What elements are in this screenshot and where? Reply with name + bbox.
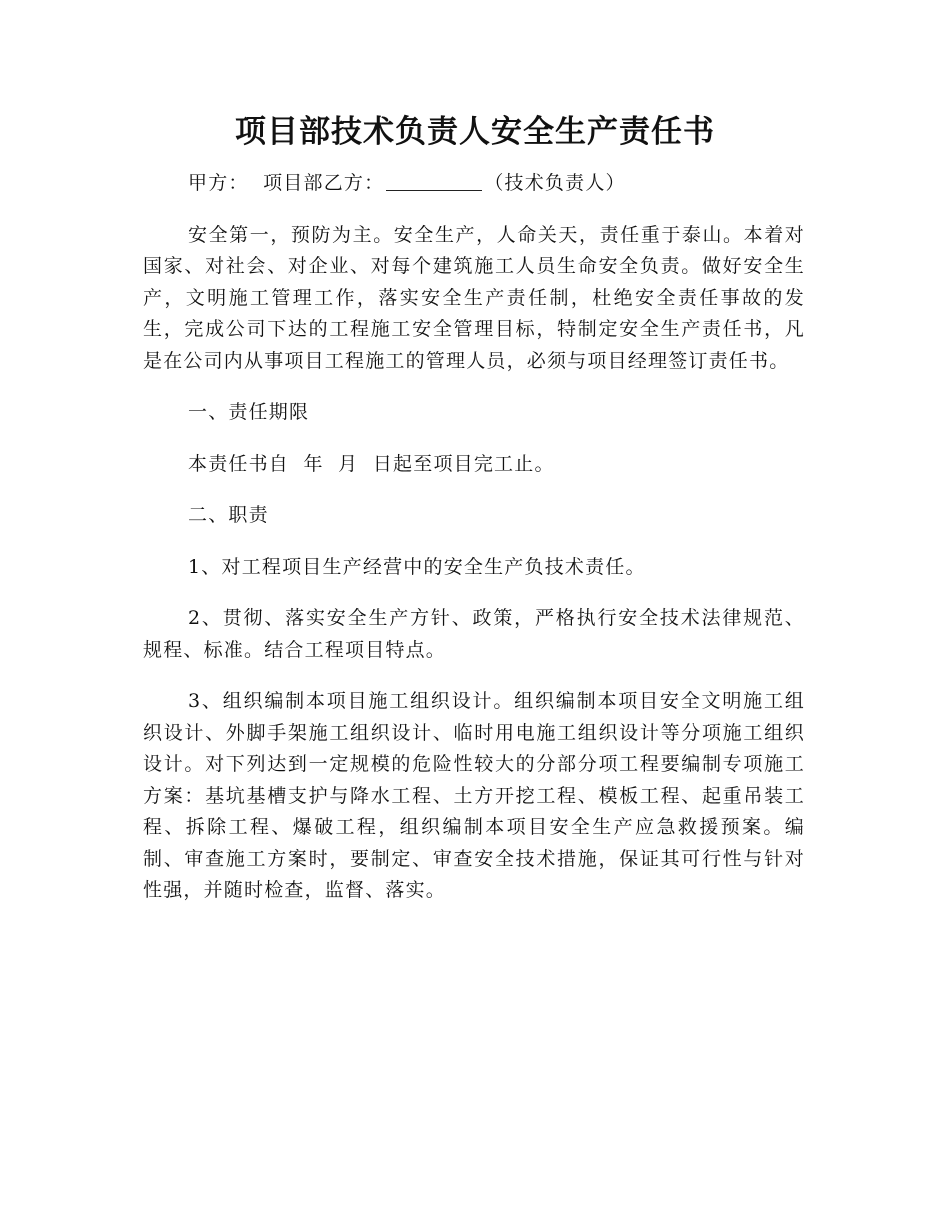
party-a-value: 项目部 <box>263 172 324 194</box>
party-b-blank <box>386 172 482 191</box>
term-paragraph: 本责任书自 年 月 日起至项目完工止。 <box>188 452 555 475</box>
document-title: 项目部技术负责人安全生产责任书 <box>235 114 715 150</box>
section-heading-term: 一、责任期限 <box>188 401 310 423</box>
party-a-label: 甲方： <box>188 172 249 194</box>
parties-line <box>143 168 805 200</box>
duty-item-3: 3、组织编制本项目施工组织设计。组织编制本项目安全文明施工组织设计、外脚手架施工组织设计、临时用电施工组织设计等分项施工组织设计。对下列达到一定规模的危险性较大的分部分项工程要编制专项施工方案：基坑基槽支护与降水工程、土方开挖工程、模板工程、起重吊装工程、拆除工程、爆破工程，组织编制本项目安全生产应急救援预案。编制、审查施工方案时，要制定、审查安全技术措施，保证其可行性与针对性强，并随时检查，监督、落实。 <box>143 690 805 901</box>
intro-paragraph: 安全第一，预防为主。安全生产，人命关天，责任重于泰山。本着对国家、对社会、对企业、对每个建筑施工人员生命安全负责。做好安全生产，文明施工管理工作，落实安全生产责任制，杜绝安全责任事故的发生，完成公司下达的工程施工安全管理目标，特制定安全生产责任书，凡是在公司内从事项目工程施工的管理人员，必须与项目经理签订责任书。 <box>143 223 805 372</box>
section-heading-duties: 二、职责 <box>188 504 269 526</box>
document-body <box>143 168 805 907</box>
party-b-label: 乙方： <box>323 172 385 194</box>
duty-item-1: 1、对工程项目生产经营中的安全生产负技术责任。 <box>188 555 646 578</box>
party-b-note: （技术负责人） <box>484 172 626 194</box>
duty-item-2: 2、贯彻、落实安全生产方针、政策，严格执行安全技术法律规范、规程、标准。结合工程项目特点。 <box>143 607 805 661</box>
